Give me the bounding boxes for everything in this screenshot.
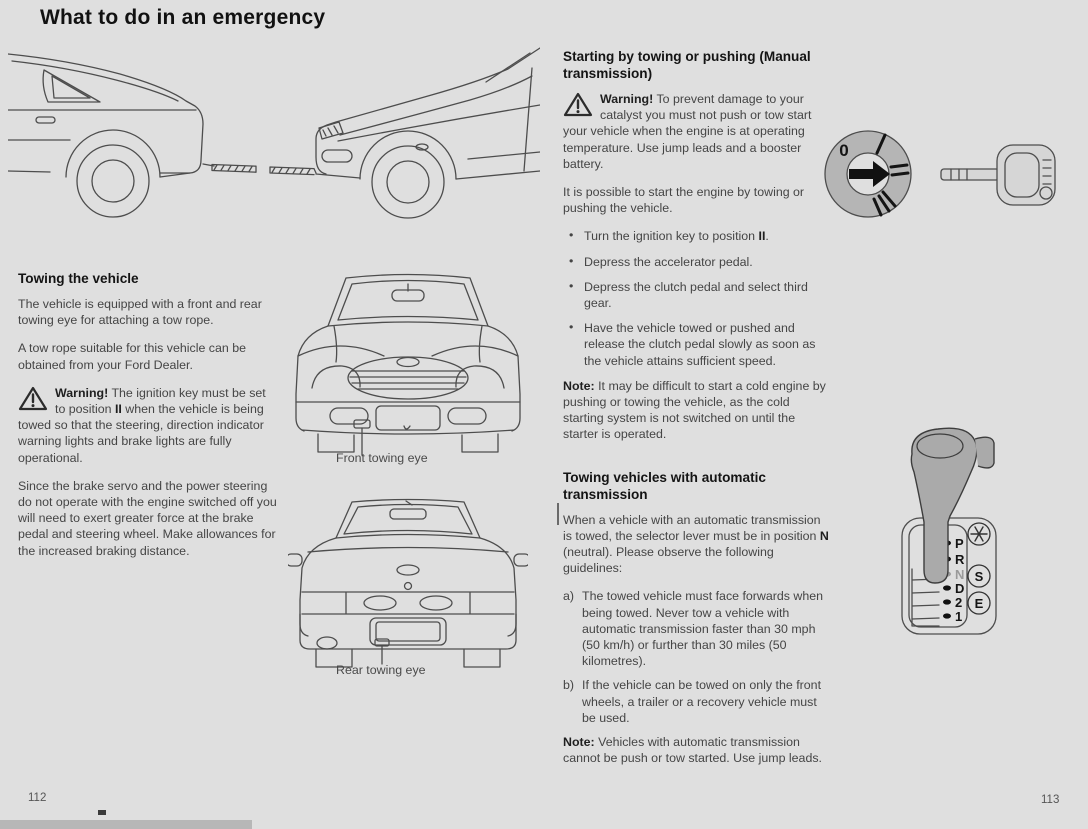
towing-paragraph-2: A tow rope suitable for this vehicle can be obtained from your Ford Dealer.	[18, 341, 246, 372]
bullet-icon: •	[569, 253, 574, 268]
towing-car-rear	[8, 54, 203, 217]
towing-cars-illustration	[8, 40, 540, 222]
bullet-icon: •	[569, 320, 574, 335]
ford-badge	[397, 358, 419, 367]
figure-towing-cars	[8, 40, 540, 222]
left-tail-lamp	[364, 596, 396, 610]
warning-text: The ignition key must be set to position	[55, 385, 266, 417]
right-text-column	[563, 48, 829, 779]
item-label: b)	[563, 678, 575, 693]
scan-artifact	[98, 810, 106, 815]
ford-badge	[397, 565, 419, 575]
gear-position-r: R	[955, 552, 965, 567]
left-lamp	[330, 408, 368, 424]
grille	[348, 357, 468, 399]
item-label: a)	[563, 589, 575, 604]
section-heading-towing-the-vehicle: Towing the vehicle	[18, 271, 139, 286]
mode-buttons	[968, 523, 990, 614]
warning-triangle-icon	[18, 386, 48, 412]
page-number-left: 112	[28, 792, 47, 804]
right-mirror	[514, 554, 528, 566]
right-wheel	[462, 434, 498, 452]
car-front-view-illustration	[288, 268, 528, 456]
figure-rear-view	[288, 496, 528, 668]
economy-mode-button: E	[974, 596, 984, 611]
tow-rope	[203, 164, 316, 175]
left-text-column	[18, 270, 278, 571]
snowflake-icon	[971, 527, 987, 541]
warning-label: Warning!	[600, 92, 654, 106]
exhaust	[317, 637, 337, 649]
page-title: What to do in an emergency	[40, 6, 326, 29]
sport-mode-button: S	[974, 569, 984, 584]
ignition-position-0: 0	[839, 141, 849, 160]
list-item: • Turn the ignition key to position II.	[569, 228, 769, 244]
ignition-position-bold: II	[114, 402, 122, 417]
starting-steps-list	[563, 228, 829, 368]
gear-position-1: 1	[955, 609, 963, 624]
starting-paragraph-1: It is possible to start the engine by towing or pushing the vehicle.	[563, 185, 805, 216]
number-plate	[376, 406, 440, 430]
warning-text-cont: when the vehicle is being towed so that the steering, direction indicator warning lights and brake lights are fully operational.	[18, 402, 264, 465]
ignition-switch-illustration	[815, 118, 1065, 230]
warning-text: To prevent damage to your catalyst you must not push or tow start your vehicle when the engine is at operating temperature. Use jump leads and a booster battery.	[563, 92, 812, 171]
warning-triangle-icon	[563, 92, 593, 118]
list-item: • Depress the accelerator pedal.	[569, 253, 753, 269]
ignition-switch	[825, 131, 911, 217]
left-wheel	[318, 434, 354, 452]
note-automatic: Note: Vehicles with automatic transmission cannot be push or tow started. Use jump leads.	[563, 735, 822, 766]
guideline-item-a: a) The towed vehicle must face forwards when being towed. Never tow a vehicle with automatic transmission faster than 30 mph (50 km/h) or further than 30 miles (50 kilometres).	[563, 589, 824, 669]
left-fender-curve	[298, 346, 384, 356]
figure-ignition-key	[815, 118, 1065, 230]
section-heading-automatic-towing: Towing vehicles with automatic transmission	[563, 469, 766, 502]
scan-edge-strip	[0, 820, 252, 829]
right-fender-curve	[432, 346, 518, 356]
list-item: • Have the vehicle towed or pushed and release the clutch pedal slowly as soon as the vehicle attains sufficient speed.	[569, 320, 816, 368]
right-lamp	[448, 408, 486, 424]
left-mirror	[288, 554, 302, 566]
bullet-icon: •	[569, 228, 574, 243]
starting-warning-paragraph	[563, 91, 829, 172]
towing-paragraph-1: The vehicle is equipped with a front and rear towing eye for attaching a tow rope.	[18, 297, 262, 328]
bullet-icon: •	[569, 278, 574, 293]
list-item: • Depress the clutch pedal and select third gear.	[569, 278, 808, 311]
boot-lock	[405, 583, 412, 590]
figure-front-view	[288, 268, 528, 456]
ignition-key	[941, 145, 1055, 205]
section-heading-starting-by-towing: Starting by towing or pushing (Manual transmission)	[563, 49, 811, 81]
scan-artifact	[557, 503, 559, 525]
gear-position-2: 2	[955, 595, 963, 610]
towed-car-front	[316, 48, 540, 218]
number-plate	[376, 622, 440, 641]
towing-warning-paragraph	[18, 385, 278, 466]
car-rear-view-illustration	[288, 496, 528, 668]
gear-selector-illustration	[878, 422, 1013, 637]
front-towing-eye-caption: Front towing eye	[336, 451, 428, 465]
right-wheel	[464, 649, 500, 667]
gear-position-p: P	[955, 536, 964, 551]
rear-towing-eye-caption: Rear towing eye	[336, 663, 426, 677]
gear-position-n-selected: N	[955, 567, 965, 582]
figure-gear-selector	[878, 422, 1013, 637]
guideline-item-b: b) If the vehicle can be towed on only the front wheels, a trailer or a recovery vehicle must be used.	[563, 678, 822, 725]
gear-position-d: D	[955, 581, 965, 596]
towing-paragraph-3: Since the brake servo and the power steering do not operate with the engine switched off you will need to exert greater force at the brake pedal and steering wheel. Make allowances for the increased braking distance.	[18, 478, 277, 558]
page-number-right: 113	[1041, 794, 1060, 806]
warning-label: Warning!	[55, 385, 109, 400]
brake-light	[390, 509, 426, 519]
selector-lever	[911, 428, 994, 583]
note-cold-engine: Note: It may be difficult to start a cold engine by pushing or towing the vehicle, as the cold starting system is not switched on until the starter is operated.	[563, 378, 826, 442]
right-tail-lamp	[420, 596, 452, 610]
automatic-paragraph-1: When a vehicle with an automatic transmission is towed, the selector lever must be in position N (neutral). Please observe the following guidelines:	[563, 512, 829, 576]
